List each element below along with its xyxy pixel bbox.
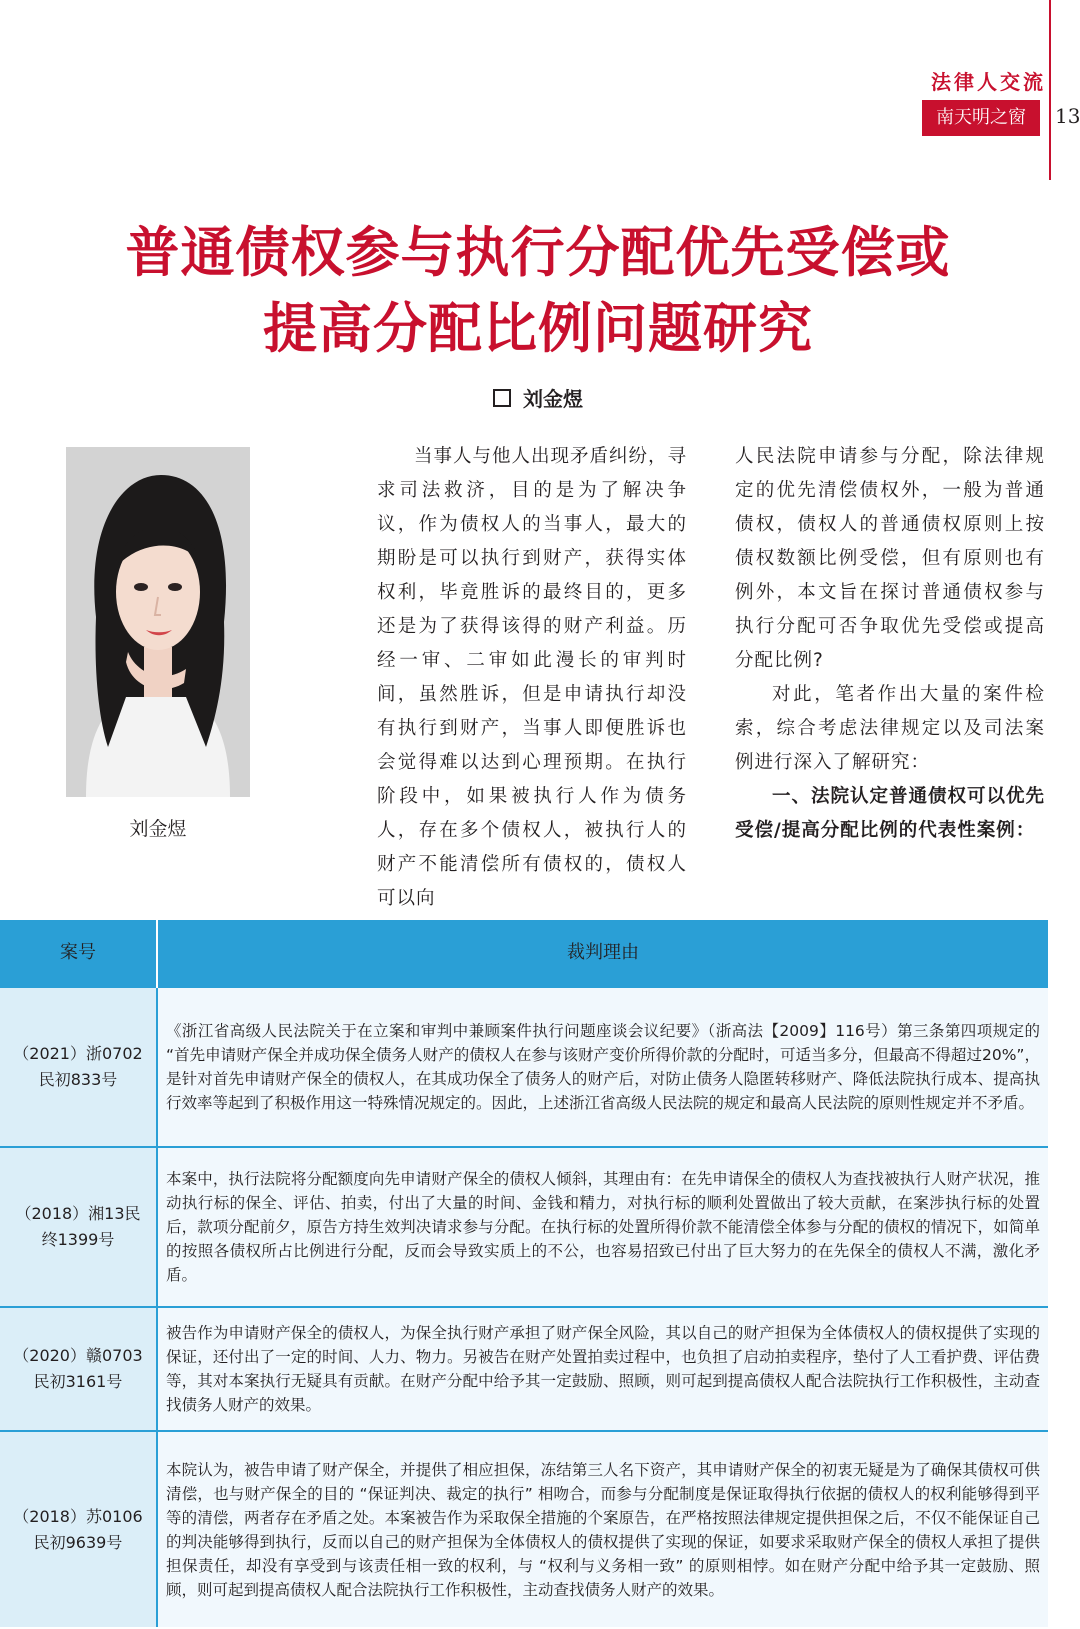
- photo-caption: 刘金煜: [129, 818, 187, 840]
- case-table: [0, 920, 1048, 1627]
- case-number-cell: [0, 987, 157, 1147]
- case-number-line: 民初9639号: [33, 1532, 123, 1552]
- article-title-line1: 普通债权参与执行分配优先受偿或: [125, 221, 951, 284]
- page-edge-rule: [1049, 0, 1051, 180]
- checkbox-square-icon: [493, 389, 511, 407]
- case-number-line: （2020）赣0703: [13, 1346, 143, 1365]
- table-row: [0, 1307, 1048, 1431]
- author-name: 刘金煜: [523, 387, 583, 411]
- reason-cell: 本院认为，被告申请了财产保全，并提供了相应担保，冻结第三人名下资产，其申请财产保全的初衷无疑是为了确保其债权可供清偿，也与财产保全的目的 “保证判决、裁定的执行” 相吻合，而参与分配制度是保证取得执行依据的债权人的权利能够得到平等的清偿，两者存在矛盾之处。本案被告作为采取保全措施的个案原告，在严格按照法律规定提供担保之后，不仅不能保证自己的判决能够得到执行，反而以自己的财产担保为全体债权人的债权提供了实现的保证，如要求采取财产保全的债权人承担了提供担保责任，却没有享受到与该责任相一致的权利，与 “权利与义务相一致” 的原则相悖。如在财产分配中给予其一定鼓励、照顾，则可起到提高债权人配合法院执行工作积极性，主动查找债务人财产的效果。: [157, 1431, 1048, 1627]
- table-row: [0, 987, 1048, 1147]
- body-column-1: [377, 440, 687, 916]
- author-photo: [66, 447, 250, 797]
- page-number: 13: [1055, 104, 1080, 128]
- article-title-line2: 提高分配比例问题研究: [263, 297, 813, 360]
- case-number-line: （2018）苏0106: [13, 1506, 143, 1526]
- column-header-reason: 裁判理由: [157, 920, 1048, 987]
- case-number-cell: [0, 1431, 157, 1627]
- case-number-line: （2018）湘13民: [15, 1204, 141, 1223]
- column-header-case-no: 案号: [0, 920, 157, 987]
- case-number-line: 终1399号: [41, 1230, 115, 1249]
- case-number-cell: [0, 1307, 157, 1431]
- reason-cell: 被告作为申请财产保全的债权人，为保全执行财产承担了财产保全风险，其以自己的财产担保为全体债权人的债权提供了实现的保证，还付出了一定的时间、人力、物力。另被告在财产处置拍卖过程中，也负担了启动拍卖程序，垫付了人工看护费、评估费等，其对本案执行无疑具有贡献。在财产分配中给予其一定鼓励、照顾，则可起到提高债权人配合法院执行工作积极性，主动查找债务人财产的效果。: [157, 1307, 1048, 1431]
- portrait-illustration: [66, 447, 250, 797]
- case-number-cell: [0, 1147, 157, 1307]
- section-heading: 一、法院认定普通债权可以优先受偿/提高分配比例的代表性案例：: [735, 786, 1046, 841]
- section-label: 法律人交流: [931, 70, 1046, 94]
- table-row: [0, 1431, 1048, 1627]
- reason-cell: 《浙江省高级人民法院关于在立案和审判中兼顾案件执行问题座谈会议纪要》（浙高法【2009】116号）第三条第四项规定的 “首先申请财产保全并成功保全债务人财产的债权人在参与该财产变价所得价款的分配时，可适当多分，但最高不得超过20%”，是针对首先申请财产保全的债权人，在其成功保全了债务人的财产后，对防止债务人隐匿转移财产、降低法院执行成本、提高执行效率等起到了积极作用这一特殊情况规定的。因此，上述浙江省高级人民法院的规定和最高人民法院的原则性规定并不矛盾。: [157, 987, 1048, 1147]
- body-paragraph: 对此，笔者作出大量的案件检索，综合考虑法律规定以及司法案例进行深入了解研究：: [735, 684, 1045, 773]
- body-paragraph: 当事人与他人出现矛盾纠纷，寻求司法救济，目的是为了解决争议，作为债权人的当事人，最大的期盼是可以执行到财产，获得实体权利，毕竟胜诉的最终目的，更多还是为了获得该得的财产利益。历经一审、二审如此漫长的审判时间，虽然胜诉，但是申请执行却没有执行到财产，当事人即便胜诉也会觉得难以达到心理预期。在执行阶段中，如果被执行人作为债务人，存在多个债权人，被执行人的财产不能清偿所有债权的，债权人可以向: [377, 446, 688, 909]
- case-number-line: 民初3161号: [33, 1372, 123, 1391]
- table-header-row: [0, 920, 1048, 987]
- byline: [0, 383, 1076, 412]
- reason-cell: 本案中，执行法院将分配额度向先申请财产保全的债权人倾斜，其理由有：在先申请保全的债权人为查找被执行人财产状况，推动执行标的保全、评估、拍卖，付出了大量的时间、金钱和精力，对执行标的顺利处置做出了较大贡献，在案涉执行标的处置后，款项分配前夕，原告方持生效判决请求参与分配。在执行标的处置所得价款不能清偿全体参与分配的债权的情况下，如简单的按照各债权所占比例进行分配，反而会导致实质上的不公，也容易招致已付出了巨大努力的在先保全的债权人不满，激化矛盾。: [157, 1147, 1048, 1307]
- body-paragraph: 人民法院申请参与分配，除法律规定的优先清偿债权外，一般为普通债权，债权人的普通债权原则上按债权数额比例受偿，但有原则也有例外，本文旨在探讨普通债权参与执行分配可否争取优先受偿或提高分配比例?: [735, 446, 1045, 671]
- body-column-2: [735, 440, 1045, 848]
- case-number-line: （2021）浙0702: [13, 1044, 143, 1063]
- case-number-line: 民初833号: [38, 1070, 118, 1089]
- table-row: [0, 1147, 1048, 1307]
- column-tag: 南天明之窗: [922, 100, 1040, 136]
